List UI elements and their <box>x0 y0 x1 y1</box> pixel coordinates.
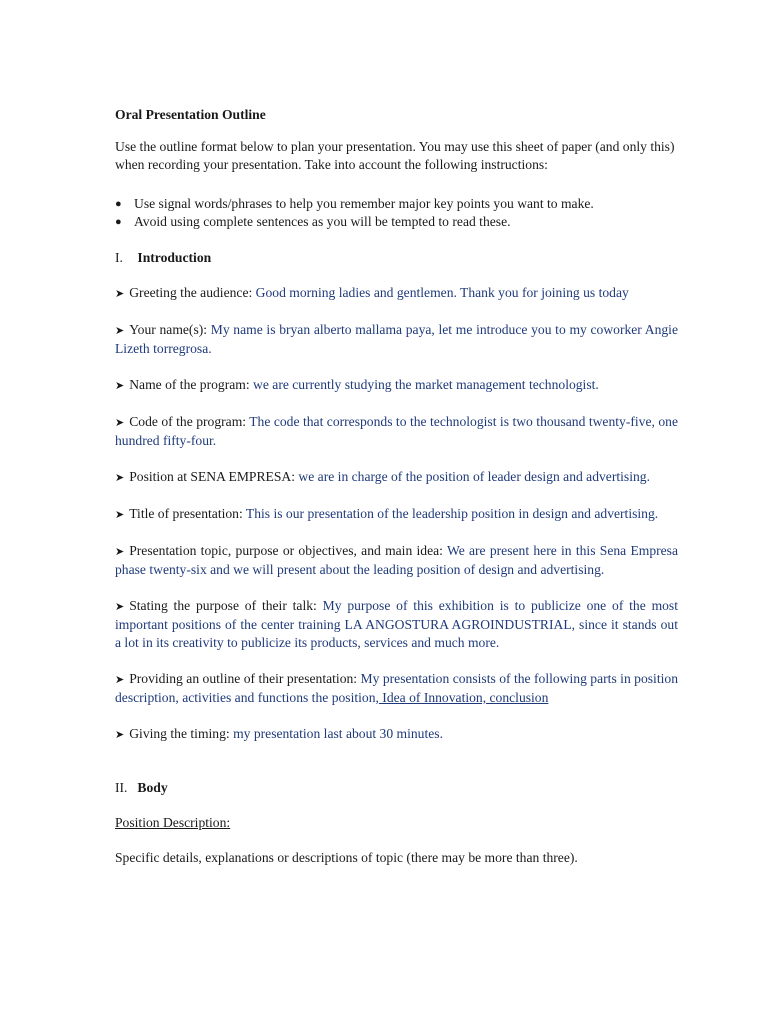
spacer <box>115 762 678 779</box>
subheading-position-description: Position Description: <box>115 815 231 830</box>
item-prompt: Code of the program: <box>129 414 250 429</box>
arrow-bullet-icon: ➤ <box>115 728 125 741</box>
arrow-bullet-icon: ➤ <box>115 471 125 484</box>
arrow-bullet-icon: ➤ <box>115 287 125 300</box>
instruction-item <box>115 213 678 231</box>
item-answer: This is our presentation of the leadership position in design and advertising. <box>245 506 659 521</box>
section-number: I. <box>115 250 123 265</box>
item-prompt: Your name(s): <box>129 322 211 337</box>
item-answer: My name is bryan alberto mallama paya, let me introduce you to my coworker Angie Lizeth torregrosa. <box>115 322 678 356</box>
document-title: Oral Presentation Outline <box>115 107 266 122</box>
section-name: Body <box>137 780 168 795</box>
outline-item-topic <box>115 542 678 579</box>
section-heading-introduction <box>115 249 678 267</box>
outline-item-program-code <box>115 413 678 450</box>
document-content <box>115 106 678 867</box>
outline-item-program-name <box>115 376 678 395</box>
item-prompt: Stating the purpose of their talk: <box>129 598 323 613</box>
outline-item-timing <box>115 725 678 744</box>
instruction-list <box>115 195 678 231</box>
outline-item-outline <box>115 670 678 707</box>
outline-item-title <box>115 505 678 524</box>
arrow-bullet-icon: ➤ <box>115 416 125 429</box>
body-instruction-text: Specific details, explanations or descriptions of topic (there may be more than three). <box>115 850 578 865</box>
section-number: II. <box>115 780 128 795</box>
item-prompt: Providing an outline of their presentation: <box>129 671 361 686</box>
arrow-bullet-icon: ➤ <box>115 379 125 392</box>
instruction-item <box>115 195 678 213</box>
item-answer: My purpose of this exhibition is to publicize one of the most important positions of the center training LA ANGOSTURA AGROINDUSTRIAL, since it stands out a lot in its creativity to publicize its products, services and much more. <box>115 598 679 650</box>
arrow-bullet-icon: ➤ <box>115 600 125 613</box>
arrow-bullet-icon: ➤ <box>115 508 125 521</box>
item-prompt: Title of presentation: <box>129 506 246 521</box>
item-answer: Good morning ladies and gentlemen. Thank you for joining us today <box>255 285 629 300</box>
item-answer: We are present here in this Sena Empresa phase twenty-six and we will present about the leading position of design and advertising. <box>115 543 678 577</box>
intro-paragraph: Use the outline format below to plan your presentation. You may use this sheet of paper (and only this) when recording your presentation. Take into account the following instructions: <box>115 139 675 172</box>
arrow-bullet-icon: ➤ <box>115 545 125 558</box>
arrow-bullet-icon: ➤ <box>115 673 125 686</box>
bullet-icon: ● <box>115 198 122 210</box>
outline-item-purpose <box>115 597 678 652</box>
outline-item-position <box>115 468 678 487</box>
item-answer: My presentation consists of the following parts in position description, activities and functions the position, <box>115 671 678 705</box>
instruction-text: Avoid using complete sentences as you will be tempted to read these. <box>134 214 511 229</box>
item-prompt: Presentation topic, purpose or objectives, and main idea: <box>129 543 447 558</box>
outline-item-greeting <box>115 284 678 303</box>
section-name: Introduction <box>137 250 212 265</box>
item-prompt: Giving the timing: <box>129 726 234 741</box>
item-answer: we are in charge of the position of leader design and advertising. <box>298 469 650 484</box>
item-answer: my presentation last about 30 minutes. <box>233 726 443 741</box>
item-prompt: Position at SENA EMPRESA: <box>129 469 299 484</box>
instruction-text: Use signal words/phrases to help you remember major key points you want to make. <box>134 196 594 211</box>
item-answer: we are currently studying the market management technologist. <box>253 377 599 392</box>
section-heading-body <box>115 779 678 797</box>
item-prompt: Name of the program: <box>129 377 254 392</box>
bullet-icon: ● <box>115 216 122 228</box>
arrow-bullet-icon: ➤ <box>115 324 125 337</box>
item-answer-underlined: Idea of Innovation, conclusion <box>378 690 549 705</box>
item-answer: The code that corresponds to the technologist is two thousand twenty-five, one hundred fifty-four. <box>115 414 678 448</box>
outline-item-names <box>115 321 678 358</box>
item-prompt: Greeting the audience: <box>129 285 256 300</box>
